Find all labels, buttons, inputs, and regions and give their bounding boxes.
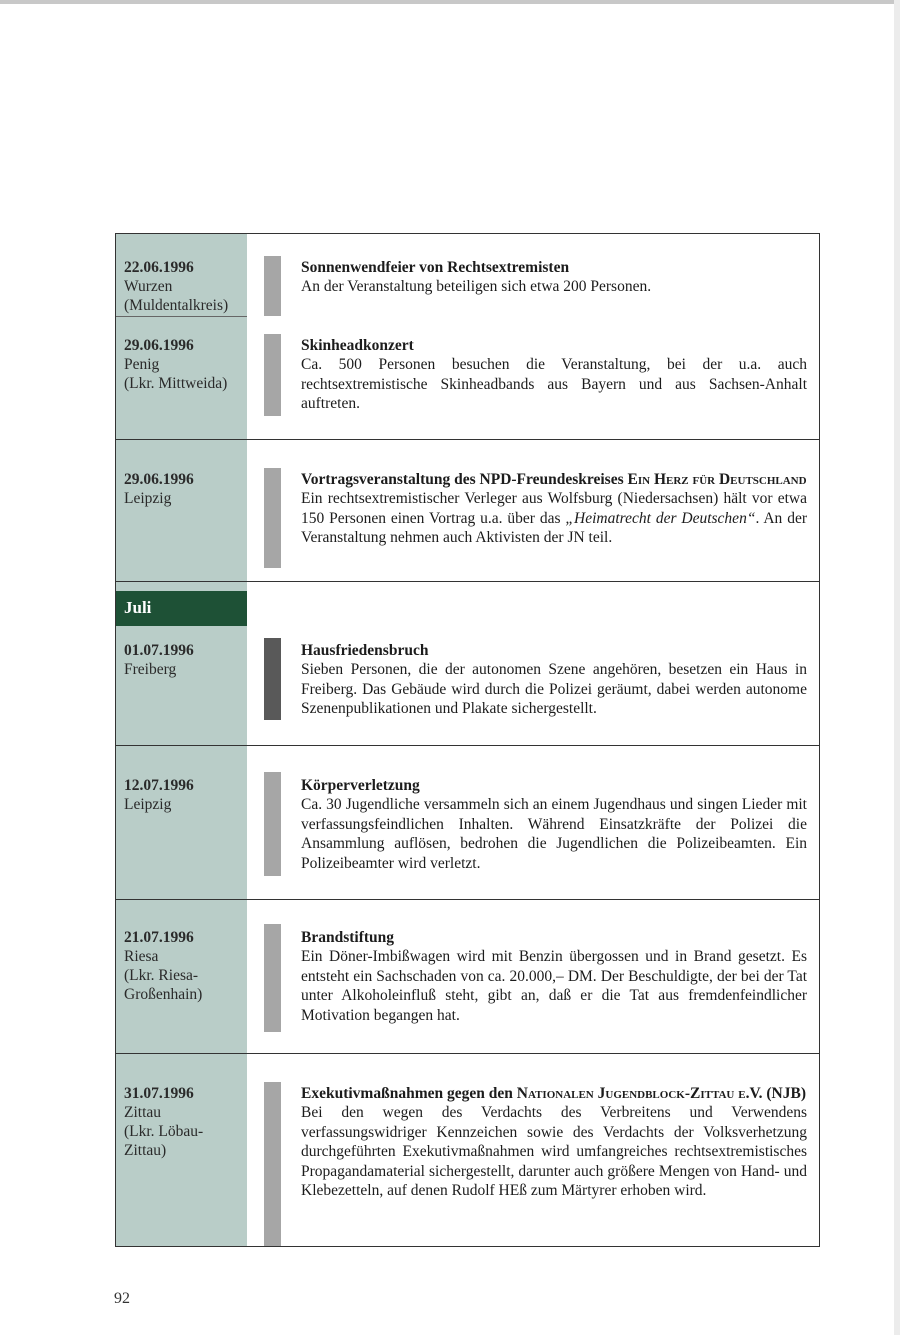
entry-place: Leipzig xyxy=(124,490,172,507)
entry-place: Wurzen xyxy=(124,278,173,295)
marker-bar xyxy=(264,772,281,876)
entry-date: 29.06.1996 xyxy=(124,337,194,354)
entry-body: An der Veranstaltung beteiligen sich etwa 200 Personen. xyxy=(301,278,652,296)
entry-meta xyxy=(124,258,244,315)
entry-meta xyxy=(124,776,244,814)
entry-title: Hausfriedensbruch xyxy=(301,642,429,659)
entry-place: (Muldentalkreis) xyxy=(124,297,229,314)
table-row xyxy=(116,746,819,900)
entry-title: Exekutivmaßnahmen gegen den Nationalen Jugendblock-Zittau e.V. (NJB) xyxy=(301,1085,806,1102)
entry-content xyxy=(301,641,807,719)
entry-title: Skinheadkonzert xyxy=(301,337,414,354)
table-row xyxy=(116,626,819,746)
entry-meta xyxy=(124,1084,244,1160)
top-rule xyxy=(0,0,900,4)
entry-place: (Lkr. Löbau- xyxy=(124,1123,204,1140)
entry-date: 31.07.1996 xyxy=(124,1085,194,1102)
page-number: 92 xyxy=(114,1290,130,1307)
entry-body: Bei den wegen des Verdachts des Verbreitens und Verwendens verfassungswidriger Kennzeichen sowie des Verdachts der Volksverhetzung durchgeführten Exekutivmaßnahmen wird umfangreiches rechtsextremistisches Propagandamaterial sichergestellt, darunter auch größere Mengen von Hand- und Klebezetteln, auf denen Rudolf HEß zum Märtyrer erhoben wird. xyxy=(301,1104,807,1200)
entry-place: Leipzig xyxy=(124,796,172,813)
entry-meta xyxy=(124,641,244,679)
marker-bar xyxy=(264,638,281,720)
table-row xyxy=(116,900,819,1054)
marker-bar xyxy=(264,468,281,568)
month-heading xyxy=(116,591,247,626)
entry-place: Penig xyxy=(124,356,160,373)
entry-place: Riesa xyxy=(124,948,159,965)
table-row xyxy=(116,234,819,316)
entry-place: (Lkr. Mittweida) xyxy=(124,375,228,392)
entry-body: Sieben Personen, die der autonomen Szene angehören, besetzen ein Haus in Freiberg. Das Gebäude wird durch die Polizei geräumt, dabei werden autonome Szenenpublikationen und Plakate sichergestellt. xyxy=(301,661,807,718)
entry-body: Ein rechtsextremistischer Verleger aus Wolfsburg (Niedersachsen) hält vor etwa 150 Personen einen Vortrag u.a. über das „Heimatrecht der Deutschen“. An der Veranstaltung nehmen auch Aktivisten der JN teil. xyxy=(301,490,807,547)
entry-content xyxy=(301,470,807,548)
entry-title: Vortragsveranstaltung des NPD-Freundeskreises Ein Herz für Deutschland xyxy=(301,471,807,488)
entry-title: Sonnenwendfeier von Rechtsextremisten xyxy=(301,259,570,276)
entry-date: 29.06.1996 xyxy=(124,471,194,488)
entry-body: Ca. 30 Jugendliche versammeln sich an einem Jugendhaus und singen Lieder mit verfassungsfeindlichen Inhalten. Während Einsatzkräfte der Polizei die Ansammlung auflösen, bedrohen die Jugendlichen die Polizeibeamten. Ein Polizeibeamter wird verletzt. xyxy=(301,796,807,872)
marker-bar xyxy=(264,256,281,316)
page-edge xyxy=(894,0,900,1335)
entry-place: Zittau xyxy=(124,1104,162,1121)
table-row xyxy=(116,1054,819,1246)
chronology-table xyxy=(115,233,820,1247)
entry-place: Zittau) xyxy=(124,1142,167,1159)
entry-date: 22.06.1996 xyxy=(124,259,194,276)
entry-meta xyxy=(124,928,244,1004)
entry-place: Freiberg xyxy=(124,661,177,678)
entry-date: 21.07.1996 xyxy=(124,929,194,946)
entry-content xyxy=(301,336,807,414)
table-row xyxy=(116,316,819,440)
entry-date: 01.07.1996 xyxy=(124,642,194,659)
marker-bar xyxy=(264,334,281,416)
entry-place: Großenhain) xyxy=(124,986,203,1003)
entry-content xyxy=(301,928,807,1025)
marker-bar xyxy=(264,1082,281,1246)
entry-place: (Lkr. Riesa- xyxy=(124,967,199,984)
marker-bar xyxy=(264,924,281,1032)
entry-content xyxy=(301,1084,807,1200)
entry-meta xyxy=(124,336,244,393)
entry-body: Ein Döner-Imbißwagen wird mit Benzin übergossen und in Brand gesetzt. Es entsteht ein Sachschaden von ca. 20.000,– DM. Der Beschuldigte, der bei der Tat unter Alkoholeinfluß steht, gibt an, daß er die Tat aus fremdenfeindlicher Motivation begangen hat. xyxy=(301,948,807,1024)
entry-date: 12.07.1996 xyxy=(124,777,194,794)
entry-content xyxy=(301,776,807,873)
entry-content xyxy=(301,258,807,297)
table-row xyxy=(116,440,819,582)
entry-meta xyxy=(124,470,244,508)
entry-title: Körperverletzung xyxy=(301,777,420,794)
entry-title: Brandstiftung xyxy=(301,929,395,946)
month-heading-label: Juli xyxy=(124,598,152,617)
entry-body: Ca. 500 Personen besuchen die Veranstaltung, bei der u.a. auch rechtsextremistische Skinheadbands aus Bayern und aus Sachsen-Anhalt auftreten. xyxy=(301,356,807,413)
